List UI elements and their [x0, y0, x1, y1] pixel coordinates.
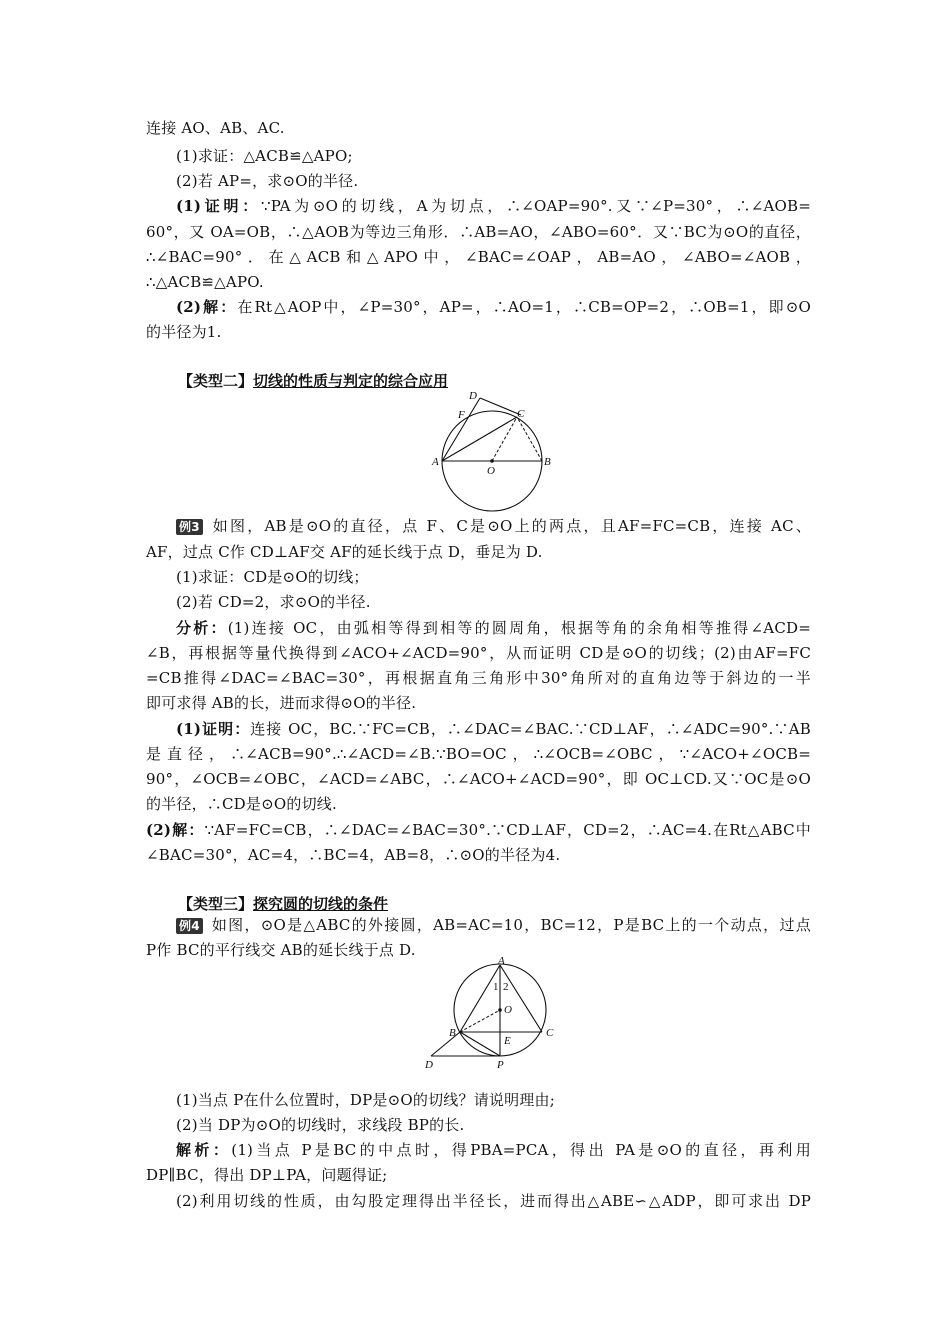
ex3-proof-line-2: 是直径，∴∠ACB=90°.∴∠ACD=∠B.∵BO=OC，∴∠OCB=∠OBC，∵∠ACO+∠OCB= — [146, 745, 811, 763]
ex3-solution-line-1: (2)解：∵AF=FC=CB，∴∠DAC=∠BAC=30°.∵CD⊥AF，CD=2，∴AC=4.在Rt△ABC中 — [146, 821, 811, 839]
line-oc — [492, 417, 517, 461]
line-ad — [442, 398, 480, 461]
label-2: 2 — [503, 981, 509, 993]
center-dot — [490, 459, 494, 463]
ex2-connect-line: 连接 AO、AB、AC. — [146, 119, 285, 137]
line-bp — [460, 1032, 500, 1056]
type3-heading: 【类型三】探究圆的切线的条件 — [178, 895, 389, 913]
ex3-line-2: AF，过点 C作 CD⊥AF交 AF的延长线于点 D，垂足为 D. — [146, 543, 543, 561]
line-dc — [480, 398, 521, 415]
ex3-proof-line-1: (1)证明：连接 OC，BC.∵FC=CB，∴∠DAC=∠BAC.∵CD⊥AF，∴∠ADC=90°.∵AB — [176, 720, 811, 738]
label-f: F — [458, 409, 465, 421]
solution-label: (2)解： — [146, 821, 205, 839]
ex3-solution-line-2: ∠BAC=30°，AC=4，∴BC=4，AB=8，∴⊙O的半径为4. — [146, 846, 561, 864]
ex3-analysis-line-4: 即可求得 AB的长，进而求得⊙O的半径. — [146, 694, 417, 712]
label-a: A — [432, 456, 439, 468]
ex4-question-1: (1)当点 P在什么位置时，DP是⊙O的切线？请说明理由; — [176, 1091, 555, 1109]
ex3-analysis-line-1: 分析：(1)连接 OC，由弧相等得到相等的圆周角，根据等角的余角相等推得∠ACD= — [176, 619, 811, 637]
ex3-question-1: (1)求证：CD是⊙O的切线； — [176, 568, 369, 586]
ex3-analysis-line-3: =CB推得∠DAC=∠BAC=30°，再根据直角三角形中30°角所对的直角边等于斜边的一半 — [146, 669, 811, 687]
label-c: C — [517, 408, 525, 420]
label-c: C — [546, 1027, 554, 1039]
ex2-question-1: (1)求证：△ACB≌△APO; — [176, 147, 353, 165]
label-b: B — [449, 1027, 456, 1039]
line-ac — [500, 965, 542, 1032]
ex3-analysis-line-2: ∠B，再根据等量代换得到∠ACO+∠ACD=90°，从而证明 CD是⊙O的切线；(2)由AF=FC — [146, 644, 811, 662]
proof-label: (1)证明： — [176, 720, 251, 738]
solution-label: (2)解： — [176, 298, 238, 316]
label-e: E — [504, 1035, 511, 1047]
label-d: D — [425, 1059, 433, 1071]
line-bc — [517, 417, 542, 461]
ex2-solution-line-1: (2)解：在Rt△AOP中，∠P=30°，AP=，∴AO=1，∴CB=OP=2，∴OB=1，即⊙O — [176, 298, 811, 316]
ex3-proof-line-3: 90°，∠OCB=∠OBC，∠ACD=∠ABC，∴∠ACO+∠ACD=90°，即 OC⊥CD.又∵OC是⊙O — [146, 770, 811, 788]
ex2-proof-line-2: 60°，又 OA=OB，∴△AOB为等边三角形．∴AB=AO，∠ABO=60°．又∵BC为⊙O的直径， — [146, 223, 811, 241]
ex3-question-2: (2)若 CD=2，求⊙O的半径. — [176, 593, 371, 611]
analysis-label: 分析： — [176, 619, 228, 637]
ex2-proof-line-3: ∴∠BAC=90°．在△ACB和△APO中，∠BAC=∠OAP，AB=AO，∠ABO=∠AOB， — [146, 248, 811, 266]
ex3-line-1: 例3 如图，AB是⊙O的直径，点 F、C是⊙O上的两点，且AF=FC=CB，连接 AC、 — [176, 516, 811, 536]
ex2-proof-line-4: ∴△ACB≌△APO. — [146, 273, 264, 291]
figure-circle-tangent — [425, 386, 565, 511]
ex4-line-1: 例4 如图，⊙O是△ABC的外接圆，AB=AC=10，BC=12，P是BC上的一个动点，过点 — [176, 915, 811, 935]
label-o: O — [504, 1004, 512, 1016]
center-dot — [498, 1008, 502, 1012]
label-1: 1 — [493, 981, 499, 993]
label-a: A — [498, 955, 505, 967]
label-d: D — [469, 390, 477, 402]
ex2-solution-line-2: 的半径为1. — [146, 323, 222, 341]
example-3-tag: 例3 — [176, 519, 203, 535]
label-b: B — [544, 456, 551, 468]
line-ac — [442, 417, 517, 461]
label-o: O — [487, 465, 495, 477]
ex2-question-2: (2)若 AP=，求⊙O的半径. — [176, 172, 359, 190]
analysis-label: 解析： — [176, 1141, 232, 1159]
figure-circumcircle — [420, 955, 570, 1075]
proof-label: (1)证明： — [176, 197, 261, 215]
ex4-question-2: (2)当 DP为⊙O的切线时，求线段 BP的长. — [176, 1116, 465, 1134]
ex4-line-2: P作 BC的平行线交 AB的延长线于点 D. — [146, 941, 416, 959]
type2-heading: 【类型二】切线的性质与判定的综合应用 — [178, 372, 449, 390]
line-ab — [460, 965, 500, 1032]
example-4-tag: 例4 — [176, 918, 203, 934]
ex4-analysis-line-2: DP∥BC，得出 DP⊥PA，问题得证; — [146, 1166, 388, 1184]
ex2-proof-line-1: (1)证明：∵PA为⊙O的切线，A为切点，∴∠OAP=90°.又∵∠P=30°，∴∠AOB= — [176, 197, 811, 215]
ex4-analysis-line-3: (2)利用切线的性质，由勾股定理得出半径长，进而得出△ABE∽△ADP，即可求出 DP — [176, 1192, 811, 1210]
label-p: P — [497, 1059, 504, 1071]
ex3-proof-line-4: 的半径，∴CD是⊙O的切线. — [146, 795, 337, 813]
ex4-analysis-line-1: 解析：(1)当点 P是BC的中点时，得PBA=PCA，得出 PA是⊙O的直径，再利用 — [176, 1141, 811, 1159]
